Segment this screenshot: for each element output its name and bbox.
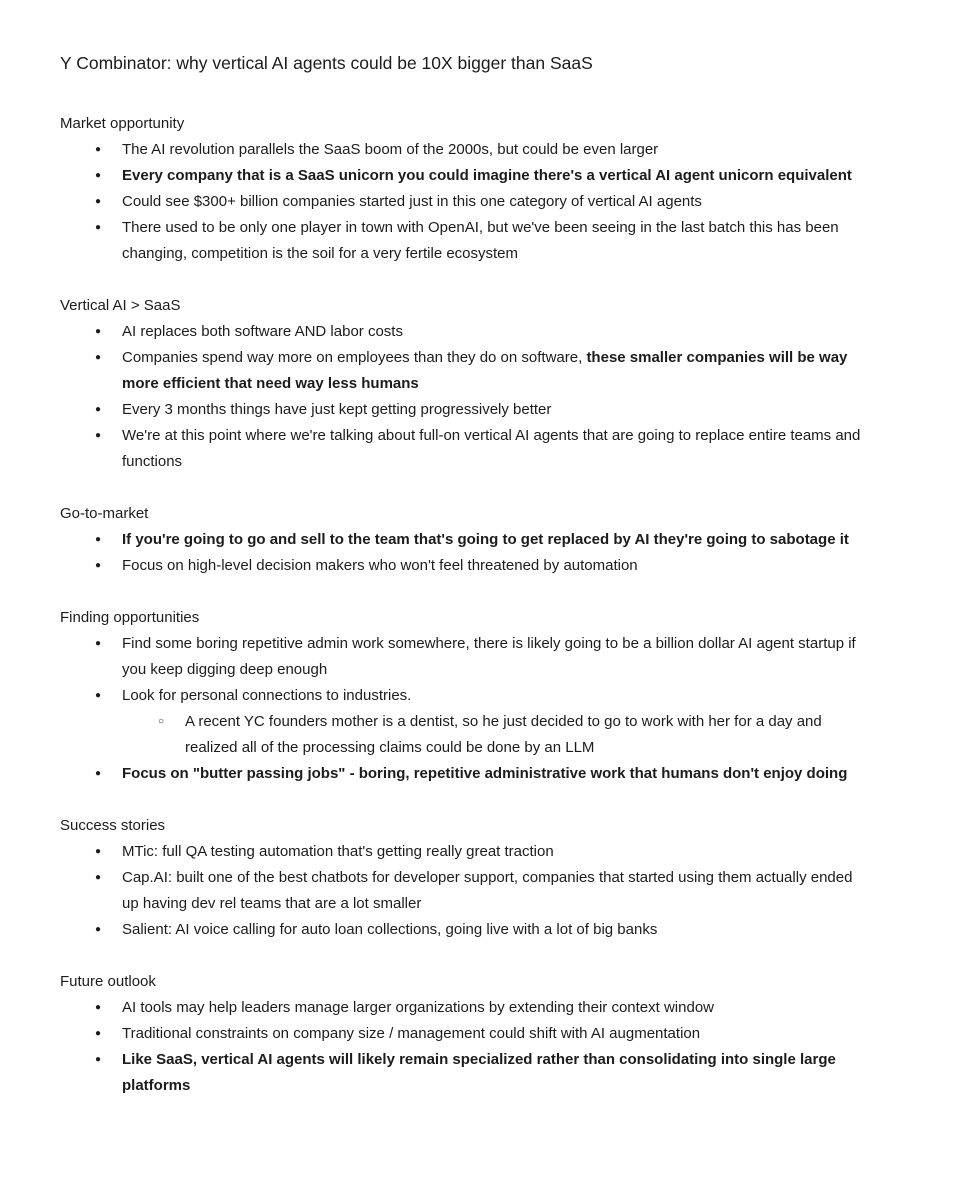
bullet-icon: ●	[95, 768, 102, 779]
sub-bullet-icon: ○	[158, 716, 165, 727]
list-item	[60, 917, 870, 943]
list-item	[60, 215, 870, 267]
bullet-icon: ●	[95, 222, 102, 233]
text-run: MTic: full QA testing automation that's getting really great traction	[122, 843, 554, 860]
text-run: Salient: AI voice calling for auto loan collections, going live with a lot of big banks	[122, 921, 658, 938]
section-heading: Vertical AI > SaaS	[60, 297, 181, 314]
text-run: Find some boring repetitive admin work somewhere, there is likely going to be a billion dollar AI agent startup if you keep digging deep enough	[122, 635, 856, 678]
sections	[60, 111, 870, 1099]
list-item	[60, 163, 870, 189]
text-run-bold: these smaller companies will be way more efficient that need way less humans	[122, 349, 848, 392]
list-item	[60, 137, 870, 163]
text-run: The AI revolution parallels the SaaS boom of the 2000s, but could be even larger	[122, 141, 659, 158]
text-run: Focus on high-level decision makers who won't feel threatened by automation	[122, 557, 638, 574]
section	[60, 111, 870, 267]
list-item	[60, 345, 870, 397]
section	[60, 293, 870, 475]
list-item	[60, 631, 870, 683]
list-item	[60, 1047, 870, 1099]
list-item	[60, 423, 870, 475]
text-run: A recent YC founders mother is a dentist, so he just decided to go to work with her for a day and realized all of the processing claims could be done by an LLM	[185, 713, 822, 756]
text-run: AI replaces both software AND labor costs	[122, 323, 403, 340]
bullet-icon: ●	[95, 846, 102, 857]
list-item-text	[122, 345, 870, 397]
bullet-icon: ●	[95, 430, 102, 441]
list-item-text	[122, 761, 870, 787]
list-item-text	[122, 319, 870, 345]
bullet-icon: ●	[95, 404, 102, 415]
bullet-icon: ●	[95, 196, 102, 207]
list-item-text	[122, 631, 870, 683]
bullet-icon: ●	[95, 1028, 102, 1039]
list-item-text	[122, 553, 870, 579]
section-heading: Market opportunity	[60, 115, 185, 132]
text-run: Companies spend way more on employees than they do on software,	[122, 349, 587, 366]
bullet-icon: ●	[95, 352, 102, 363]
bullet-icon: ●	[95, 690, 102, 701]
list-item	[60, 839, 870, 865]
section-heading: Finding opportunities	[60, 609, 200, 626]
text-run: Cap.AI: built one of the best chatbots for developer support, companies that started using them actually ended up having dev rel teams that are a lot smaller	[122, 869, 853, 912]
list-item-text	[122, 163, 870, 189]
text-run-bold: Every company that is a SaaS unicorn you could imagine there's a vertical AI agent unicorn equivalent	[122, 167, 852, 184]
section	[60, 813, 870, 943]
bullet-icon: ●	[95, 1002, 102, 1013]
list-item	[60, 865, 870, 917]
list-item-text	[122, 527, 870, 553]
list-item	[60, 397, 870, 423]
section	[60, 605, 870, 787]
section-heading: Future outlook	[60, 973, 156, 990]
bullet-icon: ●	[95, 1054, 102, 1065]
bullet-icon: ●	[95, 170, 102, 181]
list-item-text	[122, 995, 870, 1021]
list-item-text	[122, 397, 870, 423]
list-item-text	[122, 917, 870, 943]
text-run-bold: Focus on "butter passing jobs" - boring, repetitive administrative work that humans don't enjoy doing	[122, 765, 848, 782]
bullet-icon: ●	[95, 144, 102, 155]
list-item-text	[185, 709, 870, 761]
list-item-text	[122, 137, 870, 163]
bullet-icon: ●	[95, 872, 102, 883]
list-item-text	[122, 423, 870, 475]
list-item-text	[122, 1021, 870, 1047]
text-run: Look for personal connections to industries.	[122, 687, 412, 704]
bullet-icon: ●	[95, 638, 102, 649]
text-run-bold: Like SaaS, vertical AI agents will likely remain specialized rather than consolidating into single large platforms	[122, 1051, 836, 1094]
list-item	[60, 683, 870, 709]
bullet-icon: ●	[95, 326, 102, 337]
bullet-icon: ●	[95, 534, 102, 545]
list-item	[60, 1021, 870, 1047]
section-heading: Go-to-market	[60, 505, 149, 522]
section	[60, 969, 870, 1099]
list-item-text	[122, 839, 870, 865]
text-run: AI tools may help leaders manage larger organizations by extending their context window	[122, 999, 715, 1016]
section-heading: Success stories	[60, 817, 166, 834]
text-run: Could see $300+ billion companies started just in this one category of vertical AI agents	[122, 193, 702, 210]
list-item-text	[122, 1047, 870, 1099]
section	[60, 501, 870, 579]
text-run: Traditional constraints on company size / management could shift with AI augmentation	[122, 1025, 701, 1042]
list-item	[60, 319, 870, 345]
list-item	[60, 527, 870, 553]
text-run-bold: If you're going to go and sell to the team that's going to get replaced by AI they're going to sabotage it	[122, 531, 849, 548]
list-item-text	[122, 865, 870, 917]
list-item-text	[122, 189, 870, 215]
document-title: Y Combinator: why vertical AI agents could be 10X bigger than SaaS	[60, 53, 593, 73]
list-item-text	[122, 215, 870, 267]
text-run: We're at this point where we're talking about full-on vertical AI agents that are going to replace entire teams and functions	[122, 427, 861, 470]
list-item-text	[122, 683, 870, 709]
text-run: Every 3 months things have just kept getting progressively better	[122, 401, 552, 418]
bullet-icon: ●	[95, 924, 102, 935]
text-run: There used to be only one player in town with OpenAI, but we've been seeing in the last batch this has been changing, competition is the soil for a very fertile ecosystem	[122, 219, 839, 262]
bullet-icon: ●	[95, 560, 102, 571]
list-item	[60, 709, 870, 761]
list-item	[60, 761, 870, 787]
list-item	[60, 553, 870, 579]
list-item	[60, 995, 870, 1021]
list-item	[60, 189, 870, 215]
